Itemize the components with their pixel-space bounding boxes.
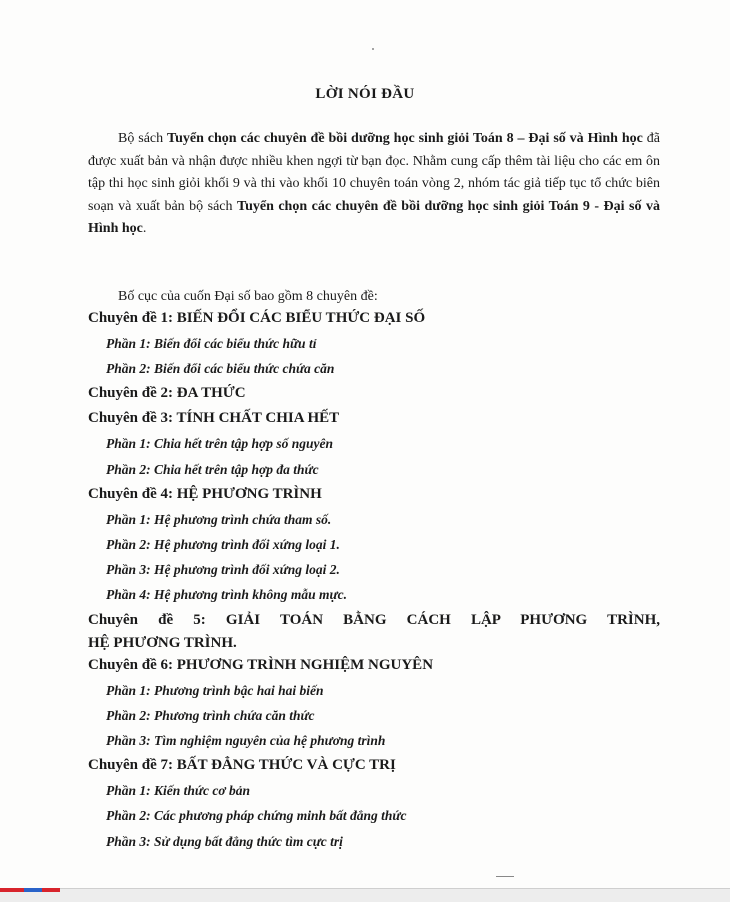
intro-book-title-8: Tuyển chọn các chuyên đề bồi dưỡng học sinh giỏi Toán 8 – Đại số và Hình học bbox=[167, 131, 643, 146]
topic-3-part-2: Phần 2: Chia hết trên tập hợp đa thức bbox=[106, 461, 319, 477]
topic-4-part-3: Phần 3: Hệ phương trình đối xứng loại 2. bbox=[106, 562, 340, 578]
viewer-bottom-bar bbox=[0, 888, 730, 902]
topic-4-heading: Chuyên đề 4: HỆ PHƯƠNG TRÌNH bbox=[88, 485, 322, 502]
intro-paragraph bbox=[88, 128, 660, 241]
bottom-color-strip bbox=[0, 888, 60, 892]
topic-6-part-1: Phần 1: Phương trình bậc hai hai biến bbox=[106, 682, 324, 698]
topic-4-part-1: Phần 1: Hệ phương trình chứa tham số. bbox=[106, 511, 332, 527]
topic-7-heading: Chuyên đề 7: BẤT ĐẲNG THỨC VÀ CỰC TRỊ bbox=[88, 757, 396, 774]
topic-4-part-2: Phần 2: Hệ phương trình đối xứng loại 1. bbox=[106, 537, 340, 553]
topic-4-part-4: Phần 4: Hệ phương trình không mẫu mực. bbox=[106, 587, 347, 603]
topic-3-part-1: Phần 1: Chia hết trên tập hợp số nguyên bbox=[106, 436, 334, 452]
intro-book-title-9: Tuyển chọn các chuyên đề bồi dưỡng học sinh giỏi Toán 9 - Đại số và Hình học bbox=[88, 198, 660, 236]
page-title: LỜI NÓI ĐẦU bbox=[315, 86, 415, 102]
topic-7-part-2: Phần 2: Các phương pháp chứng minh bất đẳng thức bbox=[106, 808, 407, 824]
topic-1-part-1: Phần 1: Biến đổi các biểu thức hữu tỉ bbox=[106, 336, 317, 351]
topic-1-heading: Chuyên đề 1: BIẾN ĐỔI CÁC BIỂU THỨC ĐẠI SỐ bbox=[88, 310, 426, 326]
scan-dash bbox=[496, 876, 514, 877]
topic-2-heading: Chuyên đề 2: ĐA THỨC bbox=[88, 385, 246, 402]
topic-list bbox=[88, 306, 660, 854]
intro-text-3: . bbox=[142, 221, 147, 236]
outline-intro: Bố cục của cuốn Đại số bao gồm 8 chuyên đề: bbox=[118, 289, 378, 304]
topic-6-part-2: Phần 2: Phương trình chứa căn thức bbox=[106, 707, 315, 723]
topic-6-part-3: Phần 3: Tìm nghiệm nguyên của hệ phương trình bbox=[106, 733, 386, 749]
topic-1-part-2: Phần 2: Biến đổi các biểu thức chứa căn bbox=[106, 361, 335, 377]
intro-text-1: Bộ sách bbox=[118, 131, 168, 146]
topic-6-heading: Chuyên đề 6: PHƯƠNG TRÌNH NGHIỆM NGUYÊN bbox=[88, 656, 434, 673]
topic-3-heading: Chuyên đề 3: TÍNH CHẤT CHIA HẾT bbox=[88, 410, 340, 427]
topic-5-heading-line-2: HỆ PHƯƠNG TRÌNH. bbox=[88, 634, 237, 651]
topic-5-heading-line-1: Chuyên đề 5: GIẢI TOÁN BẰNG CÁCH LẬP PHƯƠNG TRÌNH, bbox=[88, 611, 660, 628]
topic-7-part-1: Phần 1: Kiến thức cơ bản bbox=[106, 783, 250, 799]
topic-7-part-3: Phần 3: Sử dụng bất đẳng thức tìm cực trị bbox=[106, 833, 343, 849]
intro-text-2: đã được xuất bản và nhận được nhiều khen ngợi từ bạn đọc. Nhằm cung cấp thêm tài liệu cho các em ôn tập thi học sinh giỏi khối 9 và thi vào khối 10 chuyên toán vòng 2, nhóm tác giả tiếp tục tổ chức biên soạn và xuất bản bộ sách bbox=[88, 131, 661, 214]
scan-smudge bbox=[372, 48, 374, 50]
